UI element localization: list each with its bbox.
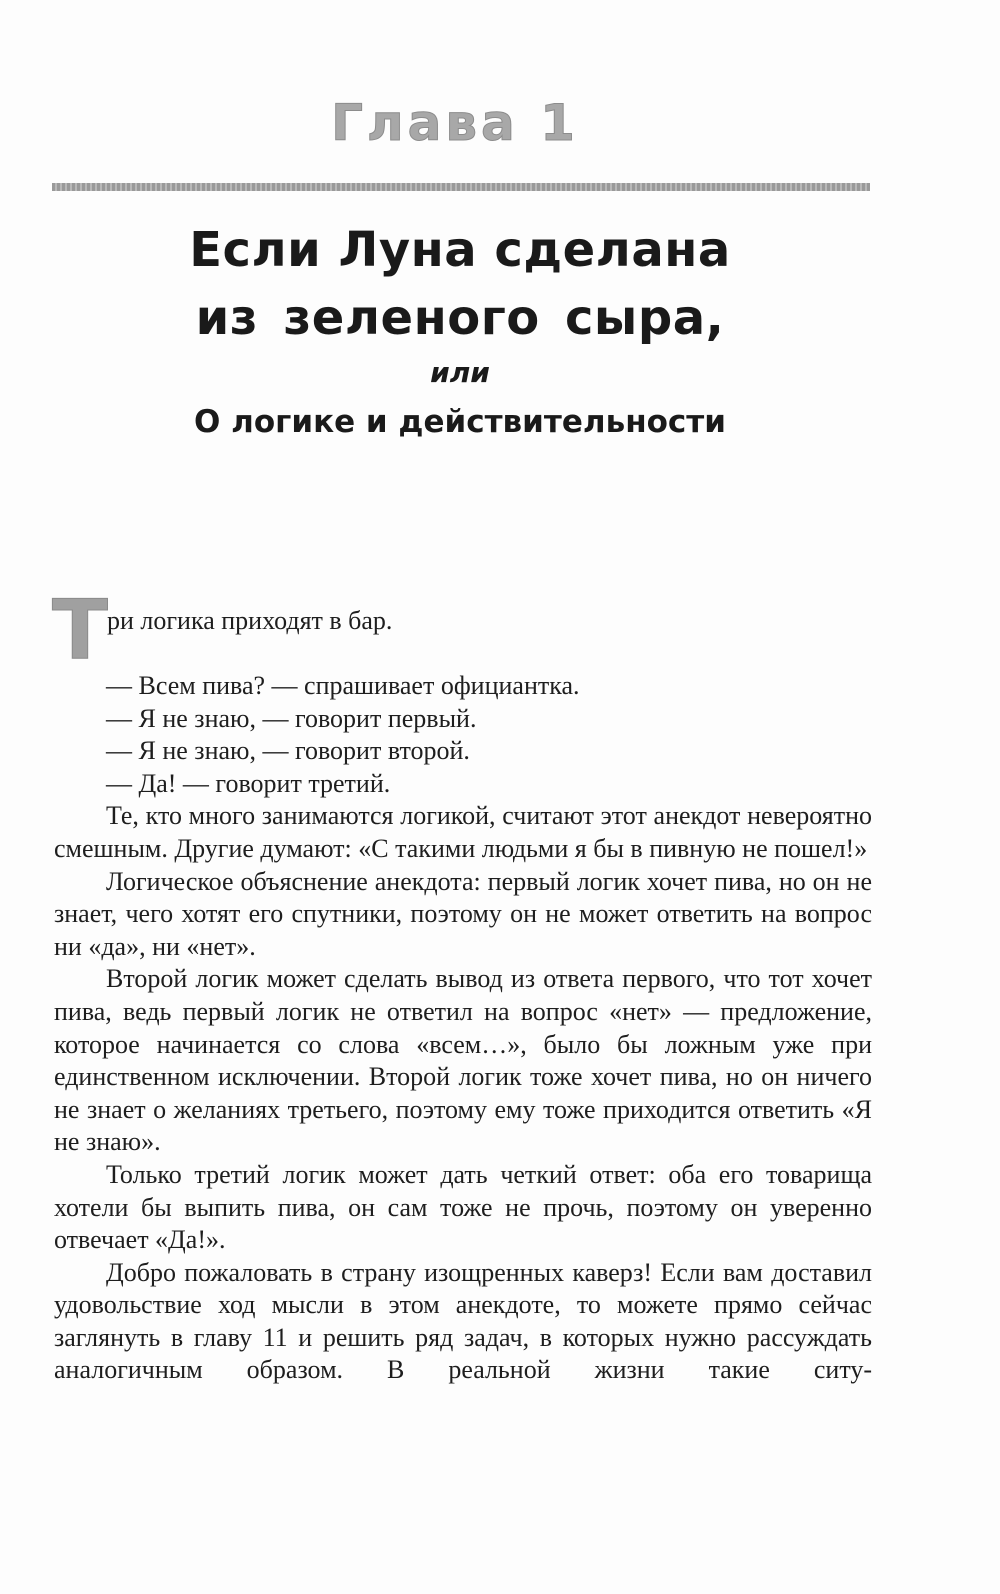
dialog-line: — Всем пива? — спрашивает официантка. — [106, 671, 580, 700]
opening-line: ри логика приходят в бар. — [107, 606, 393, 635]
chapter-label: Глава 1 — [331, 94, 579, 152]
paragraph: Второй логик может сделать вывод из ответа первого, что тот хочет пива, ведь первый логик не ответил на вопрос «нет» — предложение, которое начинается со слова «всем…», было бы ложным уже при единственном исключении. Второй логик тоже хочет пива, но он ничего не знает о желаниях третьего, поэтому ему тоже приходится ответить «Я не знаю». — [54, 964, 872, 1157]
dialog-line: — Я не знаю, — говорит второй. — [106, 736, 470, 766]
chapter-title-line-1: Если Луна сделана — [189, 222, 731, 278]
body-text — [54, 670, 872, 1387]
drop-cap: Т — [52, 583, 108, 678]
chapter-subtitle: О логике и действительности — [194, 404, 726, 440]
chapter-rule — [52, 183, 870, 191]
paragraph: Логическое объяснение анекдота: первый логик хочет пива, но он не знает, чего хотят его спутники, поэтому он не может ответить на вопрос ни «да», ни «нет». — [54, 866, 872, 961]
dialog-line: — Я не знаю, — говорит первый. — [106, 703, 477, 733]
paragraph: Те, кто много занимаются логикой, считают этот анекдот невероятно смешным. Другие думают: «С такими людьми я бы в пивную не пошел!» — [54, 801, 872, 863]
chapter-title-line-2: из зеленого сыра, — [195, 290, 725, 346]
paragraph: Добро пожаловать в страну изощренных каверз! Если вам доставил удовольствие ход мысли в этом анекдоте, то можете прямо сейчас заглянуть в главу 11 и решить ряд задач, в которых нужно рассуждать аналогичным образом. В реальной жизни такие ситу- — [54, 1257, 872, 1385]
dialog-line: — Да! — говорит третий. — [106, 768, 391, 798]
paragraph: Только третий логик может дать четкий ответ: оба его товарища хотели бы выпить пива, он сам тоже не прочь, поэтому он уверенно отвечает «Да!». — [54, 1159, 872, 1255]
chapter-title-or: или — [430, 356, 490, 389]
